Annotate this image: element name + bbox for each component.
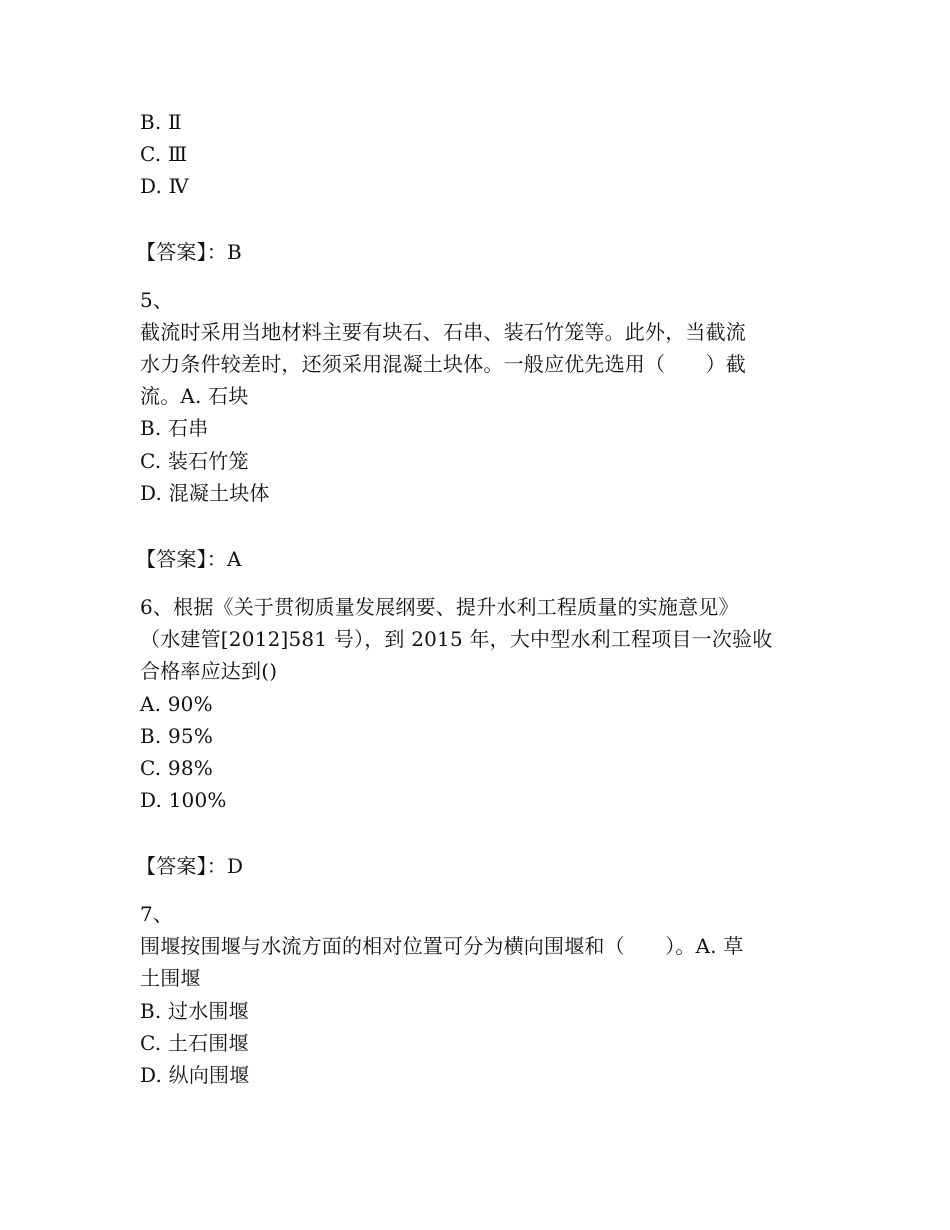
- q5-option-c: C. 装石竹笼: [140, 449, 249, 473]
- q5-stem-line-1: 截流时采用当地材料主要有块石、石串、装石竹笼等。此外，当截流: [140, 320, 746, 344]
- q4-answer: 【答案】：B: [136, 240, 242, 264]
- q6-stem-line-3: 合格率应达到(): [140, 659, 278, 683]
- q7-stem-line-2: 土围堰: [140, 966, 201, 990]
- q6-option-a: A. 90%: [140, 692, 213, 716]
- q6-stem-line-2: （水建管[2012]581 号），到 2015 年，大中型水利工程项目一次验收: [140, 627, 773, 651]
- q7-option-c: C. 土石围堰: [140, 1031, 249, 1055]
- q4-option-c: C. Ⅲ: [140, 142, 188, 166]
- q4-option-d: D. Ⅳ: [140, 174, 189, 198]
- q6-option-d: D. 100%: [140, 788, 227, 812]
- q5-option-b: B. 石串: [140, 416, 209, 440]
- q6-option-c: C. 98%: [140, 756, 213, 780]
- q6-stem-line-1: 6、根据《关于贯彻质量发展纲要、提升水利工程质量的实施意见》: [140, 595, 739, 619]
- q7-stem-line-1: 围堰按围堰与水流方面的相对位置可分为横向围堰和（ ）。A. 草: [140, 934, 744, 958]
- q7-option-b: B. 过水围堰: [140, 999, 249, 1023]
- q7-number: 7、: [140, 902, 174, 926]
- q6-option-b: B. 95%: [140, 724, 214, 748]
- q5-stem-line-3: 流。A. 石块: [140, 384, 249, 408]
- q5-number: 5、: [140, 288, 174, 312]
- q5-stem-line-2: 水力条件较差时，还须采用混凝土块体。一般应优先选用（ ）截: [140, 352, 746, 376]
- q7-option-d: D. 纵向围堰: [140, 1063, 250, 1087]
- q5-option-d: D. 混凝土块体: [140, 481, 270, 505]
- q5-answer: 【答案】：A: [136, 547, 242, 571]
- q6-answer: 【答案】：D: [136, 854, 244, 878]
- q4-option-b: B. Ⅱ: [140, 110, 182, 134]
